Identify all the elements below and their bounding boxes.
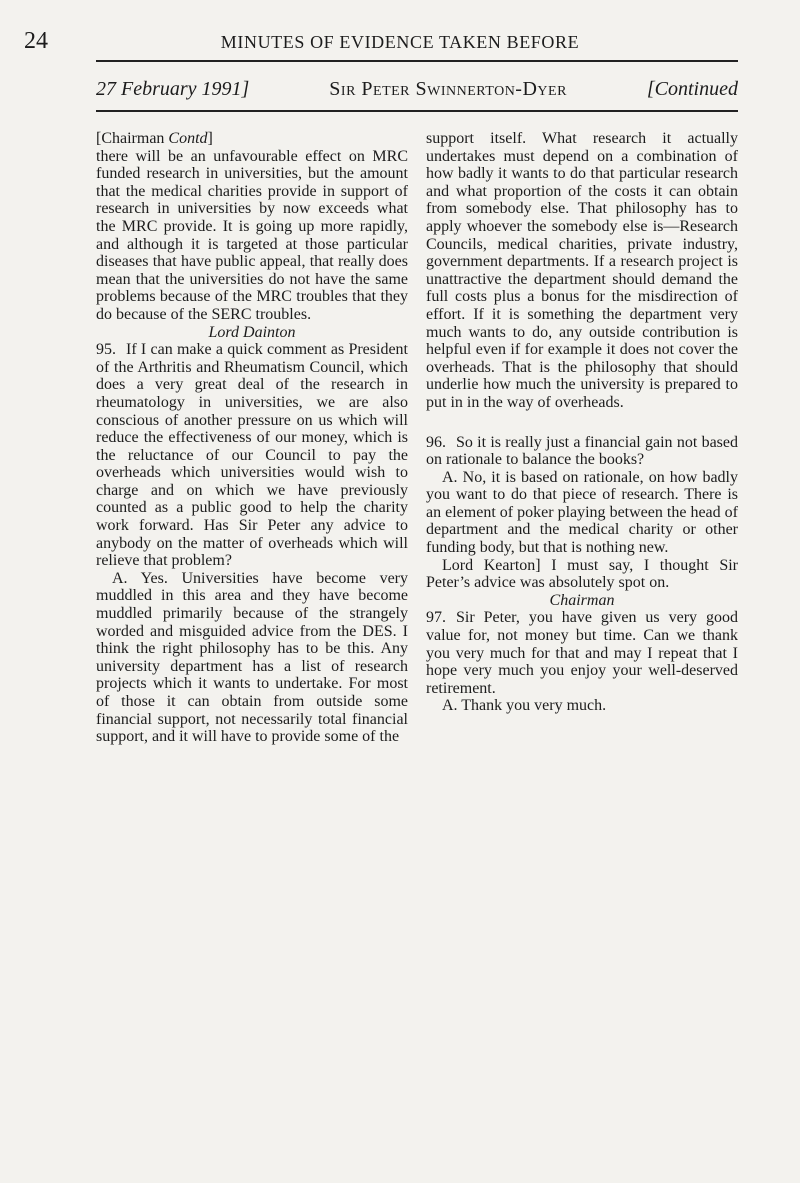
question-text-97: Sir Peter, you have given us very good value for, not money but time. Can we thank you very much for that and may I repeat that I hope very much you enjoy your well-deserved retirement. [426,609,738,697]
witness-name: Sir Peter Swinnerton-Dyer [329,78,567,100]
question-95 [96,341,408,570]
question-text-96: So it is really just a financial gain not based on rationale to balance the books? [426,433,738,469]
answer-95: A. Yes. Universities have become very muddled in this area and they have become muddled primarily because of the strangely worded and misguided advice from the DES. I think the right philosophy has to be this. Any university department has a list of research projects which it wants to undertake. For most of those it can obtain from outside some financial support, not necessarily total financial support, and it will have to provide some of the [96,569,408,746]
question-number-95: 95. [96,341,116,359]
question-number-96: 96. [426,433,446,451]
right-column [426,130,738,715]
left-column [96,130,408,746]
bracket-label-prefix: [Chairman [96,130,169,147]
paragraph-gap [426,412,738,434]
header-rule-top [96,60,738,62]
page-number: 24 [24,28,48,54]
speaker-heading-dainton: Lord Dainton [208,323,296,341]
answer-95-continued: support itself. What research it actually undertakes must depend on a combination of how badly it wants to do that particular research and what proportion of the costs it can obtain from somebody else. That philosophy has to apply whoever the somebody else is—Research Councils, medical charities, private industry, government departments. If a research project is unattractive the department should demand the full costs plus a bonus for the misdirection of effort. If it is something the department very much wants to do, any outside contribution is helpful even if for example it does not cover the overheads. That is the philosophy that should underlie how much the university is prepared to put in in the way of overheads. [426,130,738,411]
running-title: MINUTES OF EVIDENCE TAKEN BEFORE [220,32,580,52]
question-text-95: If I can make a quick comment as President of the Arthritis and Rheumatism Council, which does a very great deal of the research in rheumatology in universities, we are also conscious of another pressure on us which will reduce the effectiveness of our money, which is the reluctance of our Council to pay the overheads which universities would wish to charge and on which we have previously counted as a public good to help the charity work forward. Has Sir Peter any advice to anybody on the matter of overheads which will relieve that problem? [96,341,408,570]
speaker-heading-chairman: Chairman [549,591,615,609]
bracket-label-suffix: ] [207,130,213,147]
question-number-97: 97. [426,609,446,627]
hearing-date: 27 February 1991] [96,78,250,100]
question-97 [426,609,738,697]
comment-kearton: Lord Kearton] I must say, I thought Sir Peter’s advice was absolutely spot on. [426,556,738,592]
speaker-bracket-label [96,130,408,148]
answer-97: A. Thank you very much. [442,697,607,715]
answer-96: A. No, it is based on rationale, on how badly you want to do that piece of research. There is an element of poker playing between the head of department and the medical charity or other funding body, but that is nothing new. [426,468,738,557]
paragraph-chairman-continued: there will be an unfavourable effect on MRC funded research in universities, but the amount that the medical charities provide in support of research in universities by now exceeds what the MRC provide. It is going up more rapidly, and although it is targeted at those particular diseases that have public appeal, that really does mean that the universities do not have the same problems because of the MRC troubles that they do because of the SERC troubles. [96,147,408,323]
question-96 [426,434,738,469]
sub-header [96,78,738,101]
continued-label: [Continued [646,78,738,100]
header-rule-bottom [96,110,738,112]
bracket-label-italic: Contd [168,130,208,147]
running-header [24,28,776,55]
